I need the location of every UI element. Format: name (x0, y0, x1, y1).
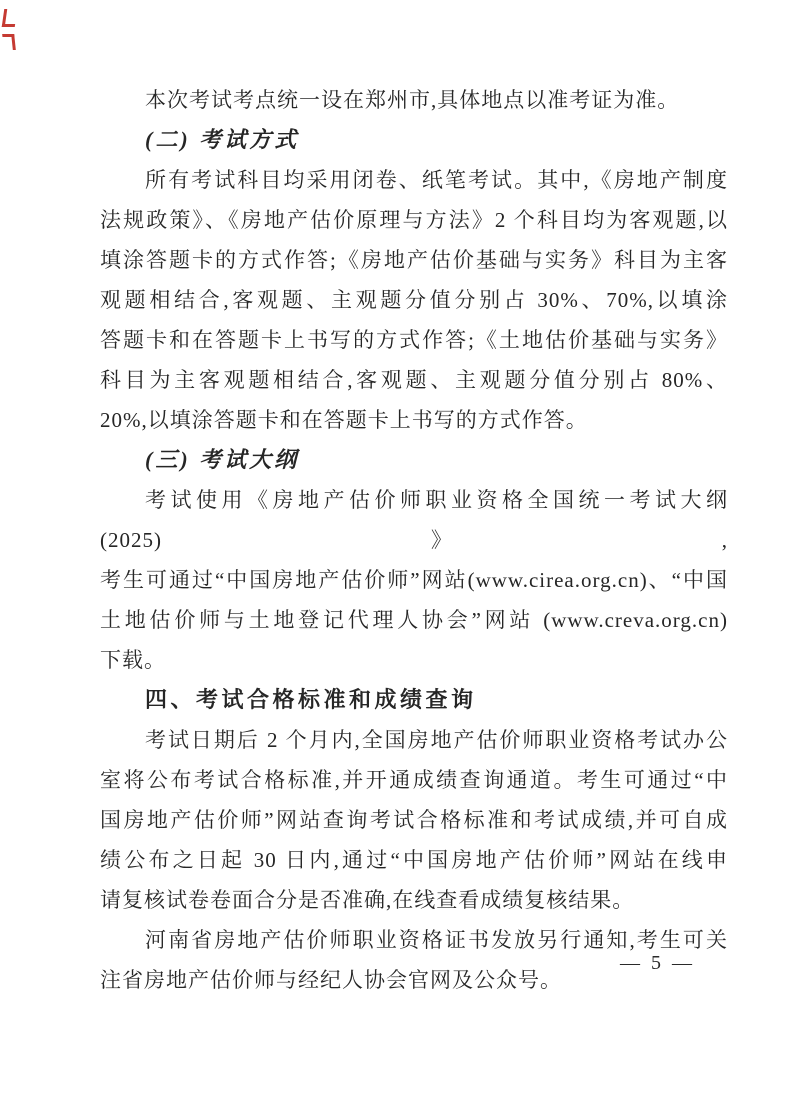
text-line: 法规政策》、《房地产估价原理与方法》2 个科目均为客观题,以 (100, 208, 728, 232)
text-line: 答题卡和在答题卡上书写的方式作答;《土地估价基础与实务》 (100, 328, 728, 352)
section-heading: (三) 考试大纲 (145, 447, 300, 472)
text-line: 土地估价师与土地登记代理人协会”网站 (www.creva.org.cn) (100, 608, 728, 632)
text-line: 填涂答题卡的方式作答;《房地产估价基础与实务》科目为主客 (100, 248, 728, 272)
text-line: 考试使用《房地产估价师职业资格全国统一考试大纲(2025)》, (100, 488, 728, 552)
text-line: 考试日期后 2 个月内,全国房地产估价师职业资格考试办公 (145, 728, 728, 752)
text-line: 考生可通过“中国房地产估价师”网站(www.cirea.org.cn)、“中国 (100, 568, 728, 592)
chapter-heading: 四、考试合格标准和成绩查询 (145, 687, 477, 712)
text-line: 绩公布之日起 30 日内,通过“中国房地产估价师”网站在线申 (100, 848, 728, 872)
text-line: 科目为主客观题相结合,客观题、主观题分值分别占 80%、 (100, 368, 728, 392)
text-line: 下载。 (100, 648, 166, 672)
text-line: 所有考试科目均采用闭卷、纸笔考试。其中,《房地产制度 (145, 168, 728, 192)
text-line: 请复核试卷卷面合分是否准确,在线查看成绩复核结果。 (100, 888, 635, 912)
text-line: 观题相结合,客观题、主观题分值分别占 30%、70%,以填涂 (100, 288, 728, 312)
text-line: 国房地产估价师”网站查询考试合格标准和考试成绩,并可自成 (100, 808, 728, 832)
page-text-block (100, 80, 728, 1000)
text-line: 河南省房地产估价师职业资格证书发放另行通知,考生可关 (145, 928, 728, 952)
page-number: — 5 — (620, 952, 695, 974)
section-heading: (二) 考试方式 (145, 127, 300, 152)
text-line: 本次考试考点统一设在郑州市,具体地点以准考证为准。 (145, 88, 680, 112)
text-line: 室将公布考试合格标准,并开通成绩查询通道。考生可通过“中 (100, 768, 728, 792)
text-line: 20%,以填涂答题卡和在答题卡上书写的方式作答。 (100, 408, 588, 432)
red-stamp-fragment-icon (2, 9, 18, 27)
red-stamp-fragment-icon (2, 34, 16, 50)
text-line: 注省房地产估价师与经纪人协会官网及公众号。 (100, 968, 562, 992)
